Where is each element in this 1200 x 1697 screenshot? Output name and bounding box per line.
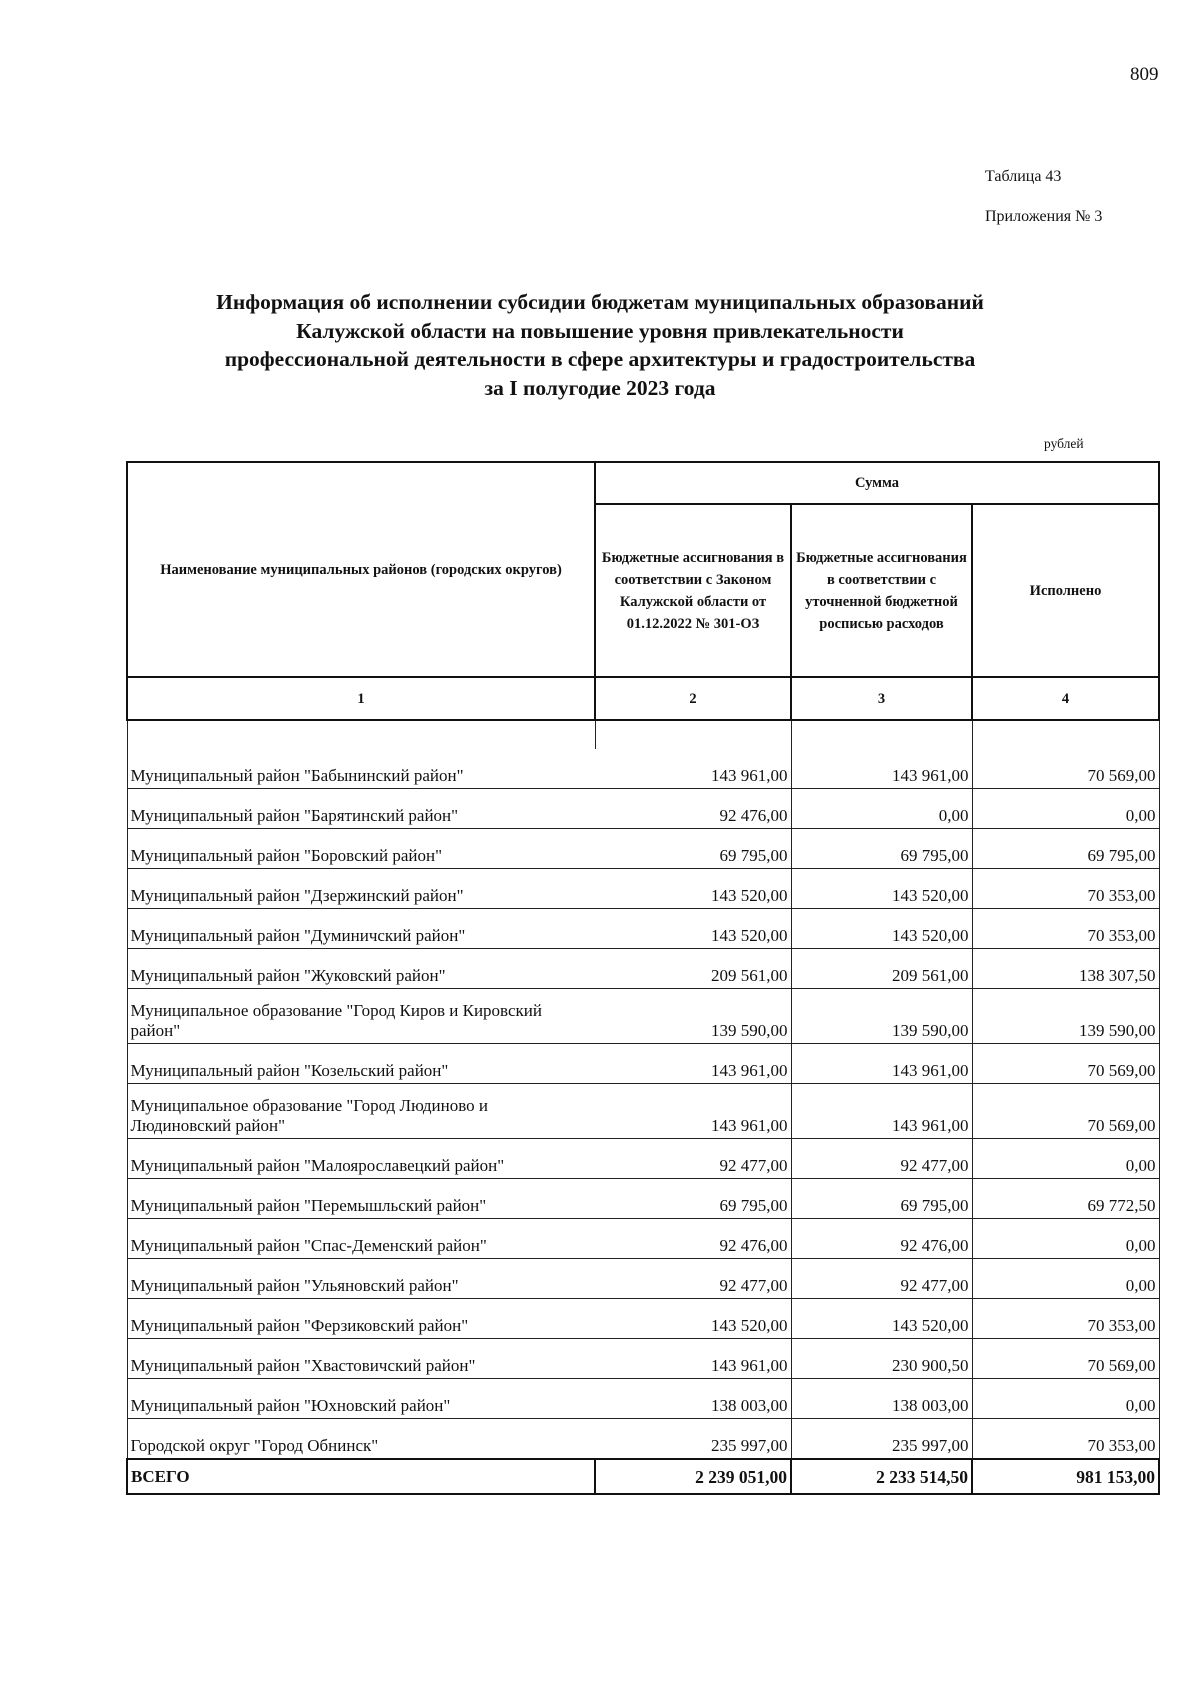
total-refined-allocation: 2 233 514,50	[791, 1459, 972, 1494]
total-label: ВСЕГО	[127, 1459, 595, 1494]
law-allocation-value: 143 520,00	[595, 909, 791, 949]
refined-allocation-value: 143 961,00	[791, 749, 972, 789]
refined-allocation-value: 92 476,00	[791, 1219, 972, 1259]
law-allocation-value: 143 961,00	[595, 749, 791, 789]
municipality-name: Муниципальный район "Жуковский район"	[127, 949, 595, 989]
table-row	[127, 1139, 1159, 1179]
municipality-name: Муниципальный район "Барятинский район"	[127, 789, 595, 829]
executed-value: 69 772,50	[972, 1179, 1159, 1219]
municipality-name: Муниципальный район "Спас-Деменский район"	[127, 1219, 595, 1259]
refined-allocation-value: 92 477,00	[791, 1259, 972, 1299]
law-allocation-value: 92 477,00	[595, 1139, 791, 1179]
header-number: 1	[127, 677, 595, 720]
table-row	[127, 869, 1159, 909]
municipality-name: Муниципальный район "Ульяновский район"	[127, 1259, 595, 1299]
table-label: Таблица 43	[985, 168, 1062, 185]
table-row	[127, 1299, 1159, 1339]
table-row	[127, 1179, 1159, 1219]
units-label: рублей	[1044, 436, 1084, 451]
page-number: 809	[1130, 64, 1159, 85]
law-allocation-value: 69 795,00	[595, 1179, 791, 1219]
municipality-name: Муниципальный район "Ферзиковский район"	[127, 1299, 595, 1339]
executed-value: 70 569,00	[972, 1084, 1159, 1139]
executed-value: 0,00	[972, 1379, 1159, 1419]
municipality-name: Муниципальный район "Хвастовичский район"	[127, 1339, 595, 1379]
law-allocation-value: 209 561,00	[595, 949, 791, 989]
law-allocation-value: 139 590,00	[595, 989, 791, 1044]
executed-value: 70 353,00	[972, 909, 1159, 949]
executed-value: 0,00	[972, 789, 1159, 829]
table-row	[127, 789, 1159, 829]
executed-value: 70 353,00	[972, 1299, 1159, 1339]
header-number: 4	[972, 677, 1159, 720]
refined-allocation-value: 143 961,00	[791, 1044, 972, 1084]
table-row	[127, 1219, 1159, 1259]
executed-value: 70 353,00	[972, 1419, 1159, 1460]
refined-allocation-value: 143 961,00	[791, 1084, 972, 1139]
law-allocation-value: 235 997,00	[595, 1419, 791, 1460]
header-col-refined-allocation: Бюджетные ассигнования в соответствии с уточненной бюджетной росписью расходов	[791, 504, 972, 677]
executed-value: 70 569,00	[972, 1339, 1159, 1379]
table-row	[127, 749, 1159, 789]
municipality-name: Муниципальный район "Козельский район"	[127, 1044, 595, 1084]
refined-allocation-value: 69 795,00	[791, 829, 972, 869]
total-law-allocation: 2 239 051,00	[595, 1459, 791, 1494]
executed-value: 70 569,00	[972, 1044, 1159, 1084]
law-allocation-value: 143 961,00	[595, 1084, 791, 1139]
refined-allocation-value: 143 520,00	[791, 909, 972, 949]
table-row	[127, 1259, 1159, 1299]
executed-value: 0,00	[972, 1259, 1159, 1299]
refined-allocation-value: 209 561,00	[791, 949, 972, 989]
table-row	[127, 1084, 1159, 1139]
document-title	[150, 288, 1050, 402]
law-allocation-value: 69 795,00	[595, 829, 791, 869]
header-sum-group: Сумма	[595, 462, 1159, 504]
table-body	[127, 720, 1159, 1494]
municipality-name: Муниципальный район "Боровский район"	[127, 829, 595, 869]
table-row	[127, 1419, 1159, 1460]
law-allocation-value: 143 520,00	[595, 1299, 791, 1339]
table-row	[127, 1044, 1159, 1084]
refined-allocation-value: 230 900,50	[791, 1339, 972, 1379]
header-name-column: Наименование муниципальных районов (городских округов)	[127, 462, 595, 677]
header-number: 3	[791, 677, 972, 720]
municipality-name: Городской округ "Город Обнинск"	[127, 1419, 595, 1460]
municipality-name: Муниципальный район "Думиничский район"	[127, 909, 595, 949]
executed-value: 70 353,00	[972, 869, 1159, 909]
table-row	[127, 1379, 1159, 1419]
table-row	[127, 1339, 1159, 1379]
title-line: профессиональной деятельности в сфере архитектуры и градостроительства	[224, 347, 976, 371]
executed-value: 138 307,50	[972, 949, 1159, 989]
appendix-label: Приложения № 3	[985, 208, 1103, 225]
municipality-name: Муниципальный район "Юхновский район"	[127, 1379, 595, 1419]
header-col-executed: Исполнено	[972, 504, 1159, 677]
subsidy-table	[126, 461, 1160, 1495]
table-row	[127, 909, 1159, 949]
executed-value: 0,00	[972, 1139, 1159, 1179]
refined-allocation-value: 138 003,00	[791, 1379, 972, 1419]
header-col-law-allocation: Бюджетные ассигнования в соответствии с Законом Калужской области от 01.12.2022 № 301-ОЗ	[595, 504, 791, 677]
total-executed: 981 153,00	[972, 1459, 1159, 1494]
executed-value: 69 795,00	[972, 829, 1159, 869]
table-row	[127, 949, 1159, 989]
refined-allocation-value: 143 520,00	[791, 869, 972, 909]
table-row	[127, 829, 1159, 869]
refined-allocation-value: 139 590,00	[791, 989, 972, 1044]
executed-value: 139 590,00	[972, 989, 1159, 1044]
municipality-name: Муниципальный район "Малоярославецкий район"	[127, 1139, 595, 1179]
executed-value: 70 569,00	[972, 749, 1159, 789]
title-line: Информация об исполнении субсидии бюджетам муниципальных образований	[216, 290, 984, 314]
spacer-row	[127, 720, 1159, 749]
law-allocation-value: 92 476,00	[595, 1219, 791, 1259]
municipality-name: Муниципальное образование "Город Людиново и Людиновский район"	[127, 1084, 595, 1139]
header-number: 2	[595, 677, 791, 720]
municipality-name: Муниципальное образование "Город Киров и Кировский район"	[127, 989, 595, 1044]
total-row	[127, 1459, 1159, 1494]
law-allocation-value: 138 003,00	[595, 1379, 791, 1419]
refined-allocation-value: 143 520,00	[791, 1299, 972, 1339]
law-allocation-value: 92 476,00	[595, 789, 791, 829]
refined-allocation-value: 0,00	[791, 789, 972, 829]
refined-allocation-value: 92 477,00	[791, 1139, 972, 1179]
law-allocation-value: 92 477,00	[595, 1259, 791, 1299]
title-line: за I полугодие 2023 года	[484, 375, 716, 400]
executed-value: 0,00	[972, 1219, 1159, 1259]
law-allocation-value: 143 961,00	[595, 1044, 791, 1084]
table-row	[127, 989, 1159, 1044]
refined-allocation-value: 69 795,00	[791, 1179, 972, 1219]
title-line: Калужской области на повышение уровня привлекательности	[296, 318, 904, 343]
municipality-name: Муниципальный район "Дзержинский район"	[127, 869, 595, 909]
municipality-name: Муниципальный район "Бабынинский район"	[127, 749, 595, 789]
refined-allocation-value: 235 997,00	[791, 1419, 972, 1460]
municipality-name: Муниципальный район "Перемышльский район"	[127, 1179, 595, 1219]
law-allocation-value: 143 961,00	[595, 1339, 791, 1379]
law-allocation-value: 143 520,00	[595, 869, 791, 909]
